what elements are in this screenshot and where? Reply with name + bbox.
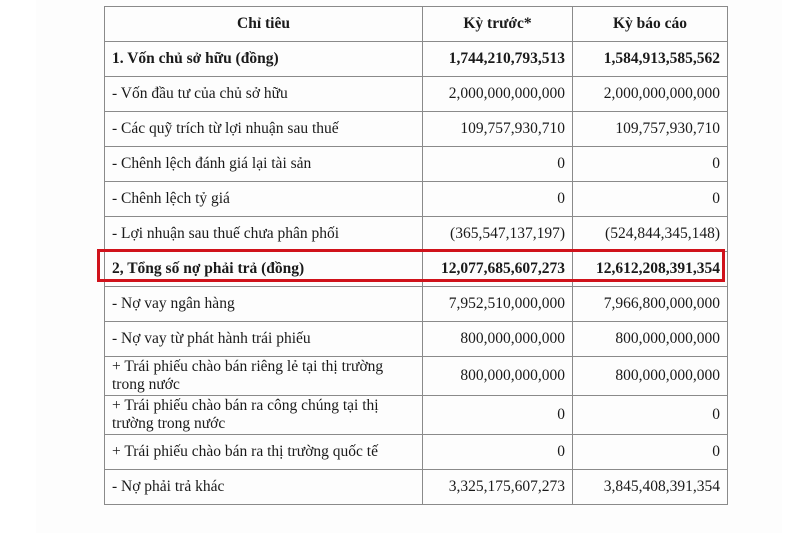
row-label: - Lợi nhuận sau thuế chưa phân phối bbox=[105, 217, 423, 252]
row-current-value: 800,000,000,000 bbox=[573, 322, 728, 357]
table-row bbox=[105, 112, 728, 147]
table-row bbox=[105, 217, 728, 252]
row-label: 2, Tổng số nợ phải trả (đồng) bbox=[105, 252, 423, 287]
row-previous-value: 2,000,000,000,000 bbox=[423, 77, 573, 112]
row-current-value: 0 bbox=[573, 435, 728, 470]
row-current-value: 0 bbox=[573, 147, 728, 182]
row-current-value: 0 bbox=[573, 182, 728, 217]
row-previous-value: 0 bbox=[423, 147, 573, 182]
row-current-value: 3,845,408,391,354 bbox=[573, 470, 728, 505]
row-previous-value: 800,000,000,000 bbox=[423, 357, 573, 396]
row-label: 1. Vốn chủ sở hữu (đồng) bbox=[105, 42, 423, 77]
row-current-value: 1,584,913,585,562 bbox=[573, 42, 728, 77]
row-current-value: 800,000,000,000 bbox=[573, 357, 728, 396]
row-previous-value: 0 bbox=[423, 396, 573, 435]
table-header-row bbox=[105, 7, 728, 42]
row-previous-value: 7,952,510,000,000 bbox=[423, 287, 573, 322]
row-label: - Nợ vay ngân hàng bbox=[105, 287, 423, 322]
row-label: - Nợ phải trả khác bbox=[105, 470, 423, 505]
financial-table bbox=[104, 6, 728, 505]
table-row bbox=[105, 147, 728, 182]
row-current-value: 109,757,930,710 bbox=[573, 112, 728, 147]
row-previous-value: 109,757,930,710 bbox=[423, 112, 573, 147]
row-previous-value: (365,547,137,197) bbox=[423, 217, 573, 252]
row-previous-value: 1,744,210,793,513 bbox=[423, 42, 573, 77]
row-label: - Chênh lệch đánh giá lại tài sản bbox=[105, 147, 423, 182]
header-previous-period: Kỳ trước* bbox=[423, 7, 573, 42]
row-previous-value: 12,077,685,607,273 bbox=[423, 252, 573, 287]
row-current-value: (524,844,345,148) bbox=[573, 217, 728, 252]
row-label: - Chênh lệch tỷ giá bbox=[105, 182, 423, 217]
table-row bbox=[105, 435, 728, 470]
header-indicator: Chỉ tiêu bbox=[105, 7, 423, 42]
row-label: + Trái phiếu chào bán riêng lẻ tại thị trường trong nước bbox=[105, 357, 423, 396]
row-label: - Vốn đầu tư của chủ sở hữu bbox=[105, 77, 423, 112]
row-current-value: 2,000,000,000,000 bbox=[573, 77, 728, 112]
table-row bbox=[105, 357, 728, 396]
row-label: - Nợ vay từ phát hành trái phiếu bbox=[105, 322, 423, 357]
row-label: + Trái phiếu chào bán ra công chúng tại thị trường trong nước bbox=[105, 396, 423, 435]
table-row bbox=[105, 322, 728, 357]
row-previous-value: 0 bbox=[423, 435, 573, 470]
table-row bbox=[105, 42, 728, 77]
table-row bbox=[105, 396, 728, 435]
table-row bbox=[105, 287, 728, 322]
row-previous-value: 3,325,175,607,273 bbox=[423, 470, 573, 505]
row-label: + Trái phiếu chào bán ra thị trường quốc tế bbox=[105, 435, 423, 470]
row-previous-value: 800,000,000,000 bbox=[423, 322, 573, 357]
header-current-period: Kỳ báo cáo bbox=[573, 7, 728, 42]
table-row bbox=[105, 77, 728, 112]
table-row bbox=[105, 470, 728, 505]
row-current-value: 7,966,800,000,000 bbox=[573, 287, 728, 322]
row-current-value: 12,612,208,391,354 bbox=[573, 252, 728, 287]
row-previous-value: 0 bbox=[423, 182, 573, 217]
row-current-value: 0 bbox=[573, 396, 728, 435]
table-row-highlighted bbox=[105, 252, 728, 287]
row-label: - Các quỹ trích từ lợi nhuận sau thuế bbox=[105, 112, 423, 147]
table-row bbox=[105, 182, 728, 217]
